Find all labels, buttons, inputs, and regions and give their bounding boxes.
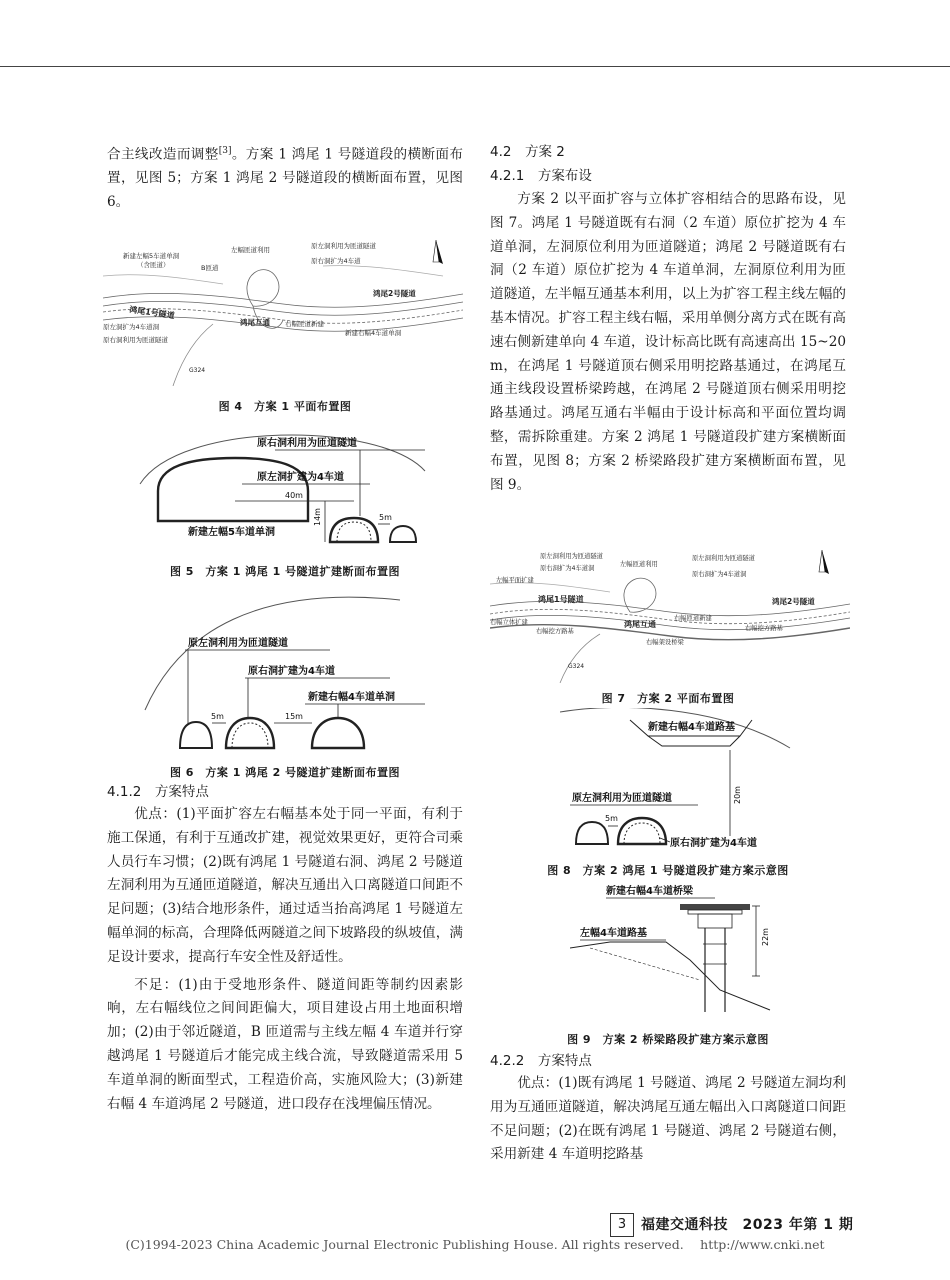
right-top-text — [490, 140, 846, 497]
figure-6-section — [140, 590, 440, 758]
f4-label-9: 原右洞利用为匝道隧道 — [103, 336, 168, 344]
figure-7 — [490, 548, 850, 683]
left-top-paragraph: 合主线改造而调整[3]。方案 1 鸿尾 1 号隧道段的横断面布置，见图 5；方案 1 鸿尾 2 号隧道段的横断面布置，见图 6。 — [107, 146, 463, 211]
north-arrow-icon — [433, 240, 443, 264]
figure-4-caption: 图 4 方案 1 平面布置图 — [218, 400, 352, 413]
f7-label-m: 右幅挖方路基 — [745, 625, 783, 632]
f7-label-l: 右幅匝道新建 — [674, 615, 712, 622]
heading-4-2-1: 4.2.1 方案布设 — [490, 168, 592, 184]
f7-label-h: 鸿尾2号隧道 — [772, 597, 815, 606]
figure-4-plan-map — [103, 236, 463, 386]
f8-label-d: 5m — [605, 814, 618, 823]
paragraph-layout-2: 方案 2 以平面扩容与立体扩容相结合的思路布设，见图 7。鸿尾 1 号隧道既有右洞（2 车道）原位扩挖为 4 车道单洞，左洞原位利用为匝道隧道；鸿尾 2 号隧道既有右洞（2 车道）原位扩挖为 4 车道单洞，左洞原位利用为匝道隧道，左半幅互通基本利用，以上为扩容工程主线左幅的基本情况。扩容工程主线右幅，采用单侧分离方式在既有高速右侧新建单向 4 车道，设计标高比既有高速高出 15~20 m，在鸿尾 1 号隧道顶右侧采用明挖路基通过，在鸿尾互通主线段设置桥梁跨越，在鸿尾 2 号隧道顶右侧采用明挖路基通过。鸿尾互通右半幅由于设计标高和平面位置均调整，需拆除重建。方案 2 鸿尾 1 号隧道段扩建方案横断面布置，见图 8；方案 2 桥梁路段扩建方案横断面布置，见图 9。 — [490, 191, 846, 493]
north-arrow-icon — [819, 550, 829, 574]
f7-label-c: 左幅平面扩建 — [496, 577, 534, 584]
f4-label-11: 右幅匝道新建 — [285, 320, 324, 328]
f5-label-c: 40m — [285, 491, 303, 500]
f9-label-b: 左幅4车道路基 — [580, 928, 647, 939]
f4-label-10: 鸿尾互通 — [240, 318, 270, 327]
figure-5 — [130, 426, 430, 556]
f4-label-2: B匝道 — [201, 264, 219, 272]
f4-label-4: 原左洞利用为匝道隧道 — [311, 242, 376, 250]
f9-label-a: 新建右幅4车道桥梁 — [606, 886, 693, 897]
f8-label-e: 原右洞扩建为4车道 — [670, 838, 757, 849]
journal-name: 福建交通科技 2023 年第 1 期 — [641, 1217, 854, 1233]
f4-label-5: 原右洞扩为4车道 — [311, 257, 361, 265]
f4-label-13: G324 — [189, 367, 206, 374]
heading-4-2-2: 4.2.2 方案特点 — [490, 1053, 592, 1069]
figure-9-section — [570, 880, 780, 1020]
f7-label-o: G324 — [568, 663, 585, 670]
heading-4-2: 4.2 方案 2 — [490, 144, 565, 160]
f4-label-7: 鸿尾1号隧道 — [128, 305, 176, 321]
heading-4-1-2: 4.1.2 方案特点 — [107, 784, 209, 800]
figure-8-section — [560, 708, 800, 856]
f7-label-d: 左幅匝道利用 — [620, 561, 658, 568]
f5-label-b: 原左洞扩建为4车道 — [257, 472, 344, 483]
figure-8-caption: 图 8 方案 2 鸿尾 1 号隧道段扩建方案示意图 — [547, 864, 789, 877]
f4-label-1: 新建左幅5车道单洞 — [123, 252, 180, 260]
figure-8 — [560, 708, 800, 856]
header-rule — [0, 66, 950, 67]
figure-5-section — [130, 426, 430, 556]
figure-6 — [140, 590, 440, 758]
f7-label-g: 鸿尾1号隧道 — [538, 595, 584, 604]
f4-label-3: 左幅匝道利用 — [231, 246, 270, 254]
f9-label-c: 22m — [761, 928, 770, 946]
f7-label-f: 原右洞扩为4车道洞 — [692, 571, 747, 578]
f5-label-a: 原右洞利用为匝道隧道 — [257, 438, 357, 449]
f4-label-8: 原左洞扩为4车道洞 — [103, 323, 160, 331]
f5-label-d: 新建左幅5车道单洞 — [188, 527, 275, 538]
f7-label-j: 右幅挖方路基 — [536, 628, 574, 635]
f6-label-e: 15m — [285, 712, 303, 721]
figure-7-plan-map — [490, 548, 850, 683]
f5-label-f: 5m — [379, 513, 392, 522]
copyright-notice: (C)1994-2023 China Academic Journal Electronic Publishing House. All rights reserved. http://www.cnki.net — [125, 1237, 825, 1252]
f8-label-a: 新建右幅4车道路基 — [648, 722, 735, 733]
figure-9 — [570, 880, 780, 1020]
figure-4 — [103, 236, 463, 386]
f4-label-12: 新建右幅4车道单洞 — [345, 329, 402, 337]
paragraph-disadvantages-1: 不足：(1)由于受地形条件、隧道间距等制约因素影响，左右幅线位之间间距偏大，项目建设占用土地面积增加；(2)由于邻近隧道，B 匝道需与主线左幅 4 车道并行穿越鸿尾 1 号隧道后才能完成主线合流，导致隧道需采用 5 车道单洞的断面型式，工程造价高，实施风险大；(3)新建右幅 4 车道鸿尾 2 号隧道，进口段存在浅埋偏压情况。 — [107, 976, 463, 1112]
f6-label-d: 5m — [211, 712, 224, 721]
figure-6-caption: 图 6 方案 1 鸿尾 2 号隧道扩建断面布置图 — [169, 766, 401, 779]
figure-9-caption: 图 9 方案 2 桥梁路段扩建方案示意图 — [567, 1033, 769, 1046]
f6-label-b: 原右洞扩建为4车道 — [248, 666, 335, 677]
right-bottom-text — [490, 1050, 846, 1167]
f5-label-e: 14m — [313, 508, 322, 526]
f6-label-c: 新建右幅4车道单洞 — [308, 692, 395, 703]
paragraph-advantages-1: 优点：(1)平面扩容左右幅基本处于同一平面，有利于施工保通，有利于互通改扩建，视觉效果更好，更符合司乘人员行车习惯；(2)既有鸿尾 1 号隧道右洞、鸿尾 2 号隧道左洞利用为互通匝道隧道，解决互通出入口离隧道口间距不足问题；(3)结合地形条件，通过适当抬高鸿尾 1 号隧道左幅单洞的标高，合理降低两隧道之间下坡路段的纵坡值，满足设计要求，提高行车安全性及舒适性。 — [107, 806, 463, 965]
f4-label-6: 鸿尾2号隧道 — [373, 289, 416, 298]
f7-label-b: 原右洞扩为4车道洞 — [540, 565, 595, 572]
f8-label-c: 20m — [733, 786, 742, 804]
f7-label-k: 鸿尾互通 — [624, 620, 656, 629]
f8-label-b: 原左洞利用为匝道隧道 — [572, 793, 672, 804]
f7-label-a: 原左洞利用为匝道隧道 — [540, 553, 603, 560]
figure-5-caption: 图 5 方案 1 鸿尾 1 号隧道扩建断面布置图 — [169, 565, 401, 578]
figure-7-caption: 图 7 方案 2 平面布置图 — [601, 692, 735, 705]
citation-ref[interactable]: [3] — [218, 146, 232, 156]
f4-label-1b: （含匝道） — [137, 261, 170, 269]
f7-label-i: 右幅立体扩建 — [490, 619, 528, 626]
page-number: 3 — [610, 1213, 634, 1237]
f6-label-a: 原左洞利用为匝道隧道 — [188, 638, 288, 649]
f7-label-e: 原左洞利用为匝道隧道 — [692, 555, 755, 562]
paragraph-advantages-2: 优点：(1)既有鸿尾 1 号隧道、鸿尾 2 号隧道左洞均利用为互通匝道隧道，解决鸿尾互通左幅出入口离隧道口间距不足问题；(2)在既有鸿尾 1 号隧道、鸿尾 2 号隧道右侧，采用新建 4 车道明挖路基 — [490, 1075, 846, 1163]
left-bottom-text — [107, 781, 463, 1116]
f7-label-n: 右幅架设桥梁 — [646, 639, 684, 646]
